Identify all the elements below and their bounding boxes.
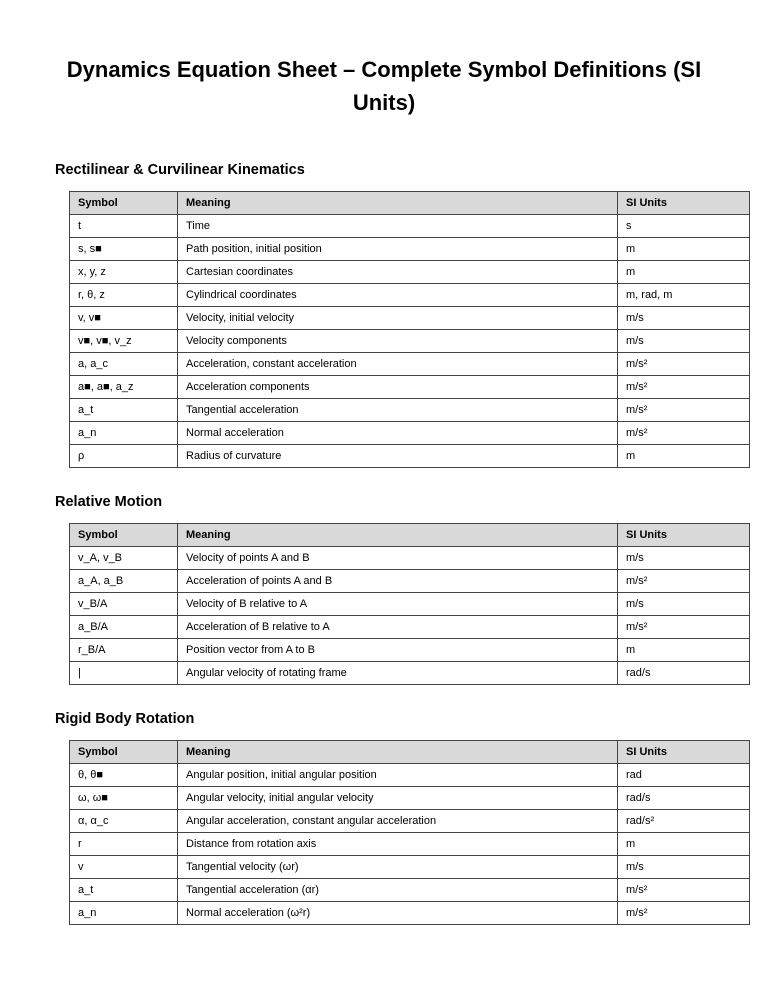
units-cell: rad: [618, 764, 750, 787]
column-header-symbol: Symbol: [70, 524, 178, 547]
header-row: [70, 524, 750, 547]
table-row: [70, 810, 750, 833]
units-cell: m, rad, m: [618, 284, 750, 307]
symbol-table: [69, 740, 750, 925]
symbol-cell: r_B/A: [70, 639, 178, 662]
symbol-cell: a_B/A: [70, 616, 178, 639]
symbol-cell: ω, ω■: [70, 787, 178, 810]
symbol-cell: a, a_c: [70, 353, 178, 376]
column-header-units: SI Units: [618, 524, 750, 547]
meaning-cell: Velocity of points A and B: [178, 547, 618, 570]
symbol-cell: a_A, a_B: [70, 570, 178, 593]
table-row: [70, 261, 750, 284]
column-header-symbol: Symbol: [70, 192, 178, 215]
meaning-cell: Cylindrical coordinates: [178, 284, 618, 307]
units-cell: m/s²: [618, 376, 750, 399]
meaning-cell: Acceleration of points A and B: [178, 570, 618, 593]
symbol-cell: a_n: [70, 422, 178, 445]
column-header-meaning: Meaning: [178, 524, 618, 547]
units-cell: rad/s²: [618, 810, 750, 833]
symbol-cell: |: [70, 662, 178, 685]
table-row: [70, 547, 750, 570]
symbol-cell: s, s■: [70, 238, 178, 261]
units-cell: m/s: [618, 593, 750, 616]
symbol-cell: x, y, z: [70, 261, 178, 284]
units-cell: m/s²: [618, 902, 750, 925]
table-row: [70, 902, 750, 925]
section-heading: Rectilinear & Curvilinear Kinematics: [55, 162, 305, 178]
meaning-cell: Acceleration of B relative to A: [178, 616, 618, 639]
table-row: [70, 330, 750, 353]
symbol-cell: a_n: [70, 902, 178, 925]
meaning-cell: Cartesian coordinates: [178, 261, 618, 284]
symbol-cell: v: [70, 856, 178, 879]
table-row: [70, 376, 750, 399]
table-row: [70, 570, 750, 593]
symbol-cell: t: [70, 215, 178, 238]
units-cell: rad/s: [618, 662, 750, 685]
symbol-cell: a■, a■, a_z: [70, 376, 178, 399]
symbol-cell: a_t: [70, 879, 178, 902]
units-cell: m: [618, 261, 750, 284]
meaning-cell: Tangential acceleration: [178, 399, 618, 422]
header-row: [70, 192, 750, 215]
symbol-cell: v_A, v_B: [70, 547, 178, 570]
units-cell: m/s: [618, 307, 750, 330]
meaning-cell: Angular velocity, initial angular velocity: [178, 787, 618, 810]
meaning-cell: Velocity, initial velocity: [178, 307, 618, 330]
units-cell: m/s²: [618, 422, 750, 445]
units-cell: m/s: [618, 330, 750, 353]
symbol-cell: α, α_c: [70, 810, 178, 833]
symbol-cell: θ, θ■: [70, 764, 178, 787]
section-heading: Rigid Body Rotation: [55, 711, 195, 727]
column-header-units: SI Units: [618, 192, 750, 215]
meaning-cell: Normal acceleration: [178, 422, 618, 445]
document-page: [0, 53, 768, 994]
symbol-cell: r, θ, z: [70, 284, 178, 307]
table-row: [70, 639, 750, 662]
symbol-table: [69, 523, 750, 685]
table-row: [70, 787, 750, 810]
units-cell: m/s²: [618, 570, 750, 593]
table-row: [70, 879, 750, 902]
meaning-cell: Distance from rotation axis: [178, 833, 618, 856]
units-cell: m/s: [618, 547, 750, 570]
meaning-cell: Normal acceleration (ω²r): [178, 902, 618, 925]
meaning-cell: Tangential velocity (ωr): [178, 856, 618, 879]
symbol-cell: v■, v■, v_z: [70, 330, 178, 353]
meaning-cell: Angular position, initial angular position: [178, 764, 618, 787]
column-header-meaning: Meaning: [178, 192, 618, 215]
table-row: [70, 445, 750, 468]
symbol-cell: r: [70, 833, 178, 856]
meaning-cell: Radius of curvature: [178, 445, 618, 468]
units-cell: m/s²: [618, 879, 750, 902]
table-row: [70, 284, 750, 307]
meaning-cell: Velocity components: [178, 330, 618, 353]
meaning-cell: Angular velocity of rotating frame: [178, 662, 618, 685]
table-row: [70, 353, 750, 376]
symbol-cell: v, v■: [70, 307, 178, 330]
column-header-units: SI Units: [618, 741, 750, 764]
units-cell: m: [618, 833, 750, 856]
document-sections: [0, 162, 768, 925]
table-row: [70, 238, 750, 261]
symbol-cell: a_t: [70, 399, 178, 422]
symbol-cell: v_B/A: [70, 593, 178, 616]
meaning-cell: Tangential acceleration (αr): [178, 879, 618, 902]
table-row: [70, 662, 750, 685]
units-cell: m/s²: [618, 616, 750, 639]
symbol-table: [69, 191, 750, 468]
units-cell: m/s: [618, 856, 750, 879]
header-row: [70, 741, 750, 764]
units-cell: s: [618, 215, 750, 238]
column-header-symbol: Symbol: [70, 741, 178, 764]
symbol-cell: ρ: [70, 445, 178, 468]
units-cell: m/s²: [618, 353, 750, 376]
units-cell: m: [618, 639, 750, 662]
units-cell: rad/s: [618, 787, 750, 810]
table-row: [70, 422, 750, 445]
column-header-meaning: Meaning: [178, 741, 618, 764]
section-heading: Relative Motion: [55, 494, 163, 510]
table-row: [70, 215, 750, 238]
table-row: [70, 856, 750, 879]
meaning-cell: Velocity of B relative to A: [178, 593, 618, 616]
page-title: Dynamics Equation Sheet – Complete Symbol Definitions (SI Units): [66, 57, 702, 115]
units-cell: m/s²: [618, 399, 750, 422]
table-row: [70, 833, 750, 856]
meaning-cell: Time: [178, 215, 618, 238]
table-row: [70, 764, 750, 787]
meaning-cell: Path position, initial position: [178, 238, 618, 261]
table-row: [70, 307, 750, 330]
table-row: [70, 616, 750, 639]
meaning-cell: Angular acceleration, constant angular acceleration: [178, 810, 618, 833]
units-cell: m: [618, 238, 750, 261]
meaning-cell: Position vector from A to B: [178, 639, 618, 662]
units-cell: m: [618, 445, 750, 468]
meaning-cell: Acceleration, constant acceleration: [178, 353, 618, 376]
table-row: [70, 593, 750, 616]
meaning-cell: Acceleration components: [178, 376, 618, 399]
table-row: [70, 399, 750, 422]
